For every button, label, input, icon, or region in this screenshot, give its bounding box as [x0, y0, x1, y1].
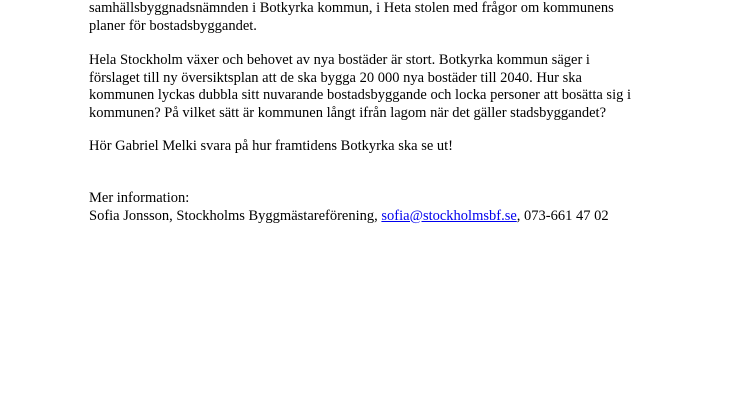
closing-paragraph — [89, 138, 709, 156]
intro-paragraph — [89, 0, 709, 35]
contact-name-org: Sofia Jonsson, Stockholms Byggmästareförening, — [89, 207, 382, 224]
body-line-4: kommunen? På vilket sätt är kommunen långt ifrån lagom när det gäller stadsbyggandet? — [89, 104, 607, 121]
intro-line-1: samhällsbyggnadsnämnden i Botkyrka kommun, i Heta stolen med frågor om kommunens — [89, 0, 614, 16]
intro-line-2: planer för bostadsbyggandet. — [89, 17, 257, 34]
contact-section — [89, 190, 709, 225]
body-line-2: förslaget till ny översiktsplan att de ska bygga 20 000 nya bostäder till 2040. Hur ska — [89, 69, 582, 86]
contact-phone: , 073-661 47 02 — [516, 207, 609, 224]
contact-email-link[interactable]: sofia@stockholmsbf.se — [381, 207, 517, 224]
body-line-1: Hela Stockholm växer och behovet av nya bostäder är stort. Botkyrka kommun säger i — [89, 52, 590, 68]
closing-line: Hör Gabriel Melki svara på hur framtidens Botkyrka ska se ut! — [89, 138, 454, 154]
body-line-3: kommunen lyckas dubbla sitt nuvarande bostadsbyggande och locka personer att bosätta sig i — [89, 87, 632, 103]
contact-details — [89, 208, 709, 226]
body-paragraph — [89, 52, 709, 122]
contact-heading: Mer information: — [89, 190, 190, 206]
